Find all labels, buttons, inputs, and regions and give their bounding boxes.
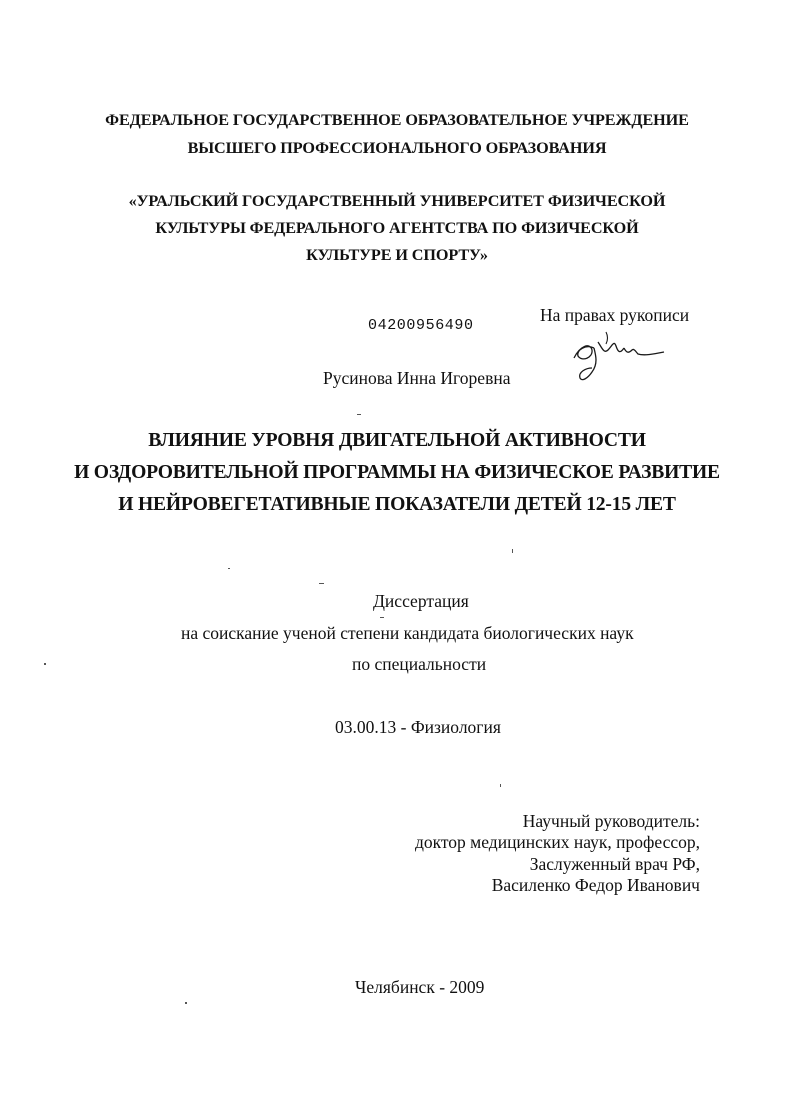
scan-speck — [44, 663, 46, 665]
supervisor-role: Научный руководитель: — [522, 811, 700, 831]
catalog-number: 04200956490 — [368, 317, 474, 334]
supervisor-degree: доктор медицинских наук, профессор, — [414, 832, 700, 852]
scan-speck — [185, 1002, 187, 1004]
place-year: Челябинск - 2009 — [355, 977, 485, 997]
title-line-3: И НЕЙРОВЕГЕТАТИВНЫЕ ПОКАЗАТЕЛИ ДЕТЕЙ 12-15 ЛЕТ — [118, 494, 676, 515]
specialty: 03.00.13 - Физиология — [335, 717, 501, 737]
specialty-label: по специальности — [352, 654, 487, 674]
scan-speck — [357, 414, 361, 415]
author-name: Русинова Инна Игоревна — [323, 368, 511, 388]
scan-speck — [319, 583, 324, 584]
university-line-1: «УРАЛЬСКИЙ ГОСУДАРСТВЕННЫЙ УНИВЕРСИТЕТ ФИЗИЧЕСКОЙ — [128, 192, 666, 210]
supervisor-honor: Заслуженный врач РФ, — [529, 854, 700, 874]
scan-speck — [228, 568, 230, 569]
dissertation-degree: на соискание ученой степени кандидата биологических наук — [181, 623, 634, 643]
scan-speck — [512, 549, 513, 553]
title-line-1: ВЛИЯНИЕ УРОВНЯ ДВИГАТЕЛЬНОЙ АКТИВНОСТИ — [148, 430, 646, 451]
institution-line-2: ВЫСШЕГО ПРОФЕССИОНАЛЬНОГО ОБРАЗОВАНИЯ — [187, 139, 607, 157]
dissertation-type: Диссертация — [373, 591, 469, 611]
manuscript-note: На правах рукописи — [540, 305, 690, 325]
university-line-2: КУЛЬТУРЫ ФЕДЕРАЛЬНОГО АГЕНТСТВА ПО ФИЗИЧЕСКОЙ — [155, 219, 639, 237]
university-line-3: КУЛЬТУРЕ И СПОРТУ» — [306, 246, 488, 264]
scan-speck — [380, 617, 384, 618]
title-line-2: И ОЗДОРОВИТЕЛЬНОЙ ПРОГРАММЫ НА ФИЗИЧЕСКОЕ РАЗВИТИЕ — [74, 462, 720, 483]
supervisor-name: Василенко Федор Иванович — [491, 875, 700, 895]
scan-speck — [500, 784, 501, 787]
institution-line-1: ФЕДЕРАЛЬНОЕ ГОСУДАРСТВЕННОЕ ОБРАЗОВАТЕЛЬНОЕ УЧРЕЖДЕНИЕ — [105, 111, 689, 129]
author-signature — [568, 328, 668, 386]
